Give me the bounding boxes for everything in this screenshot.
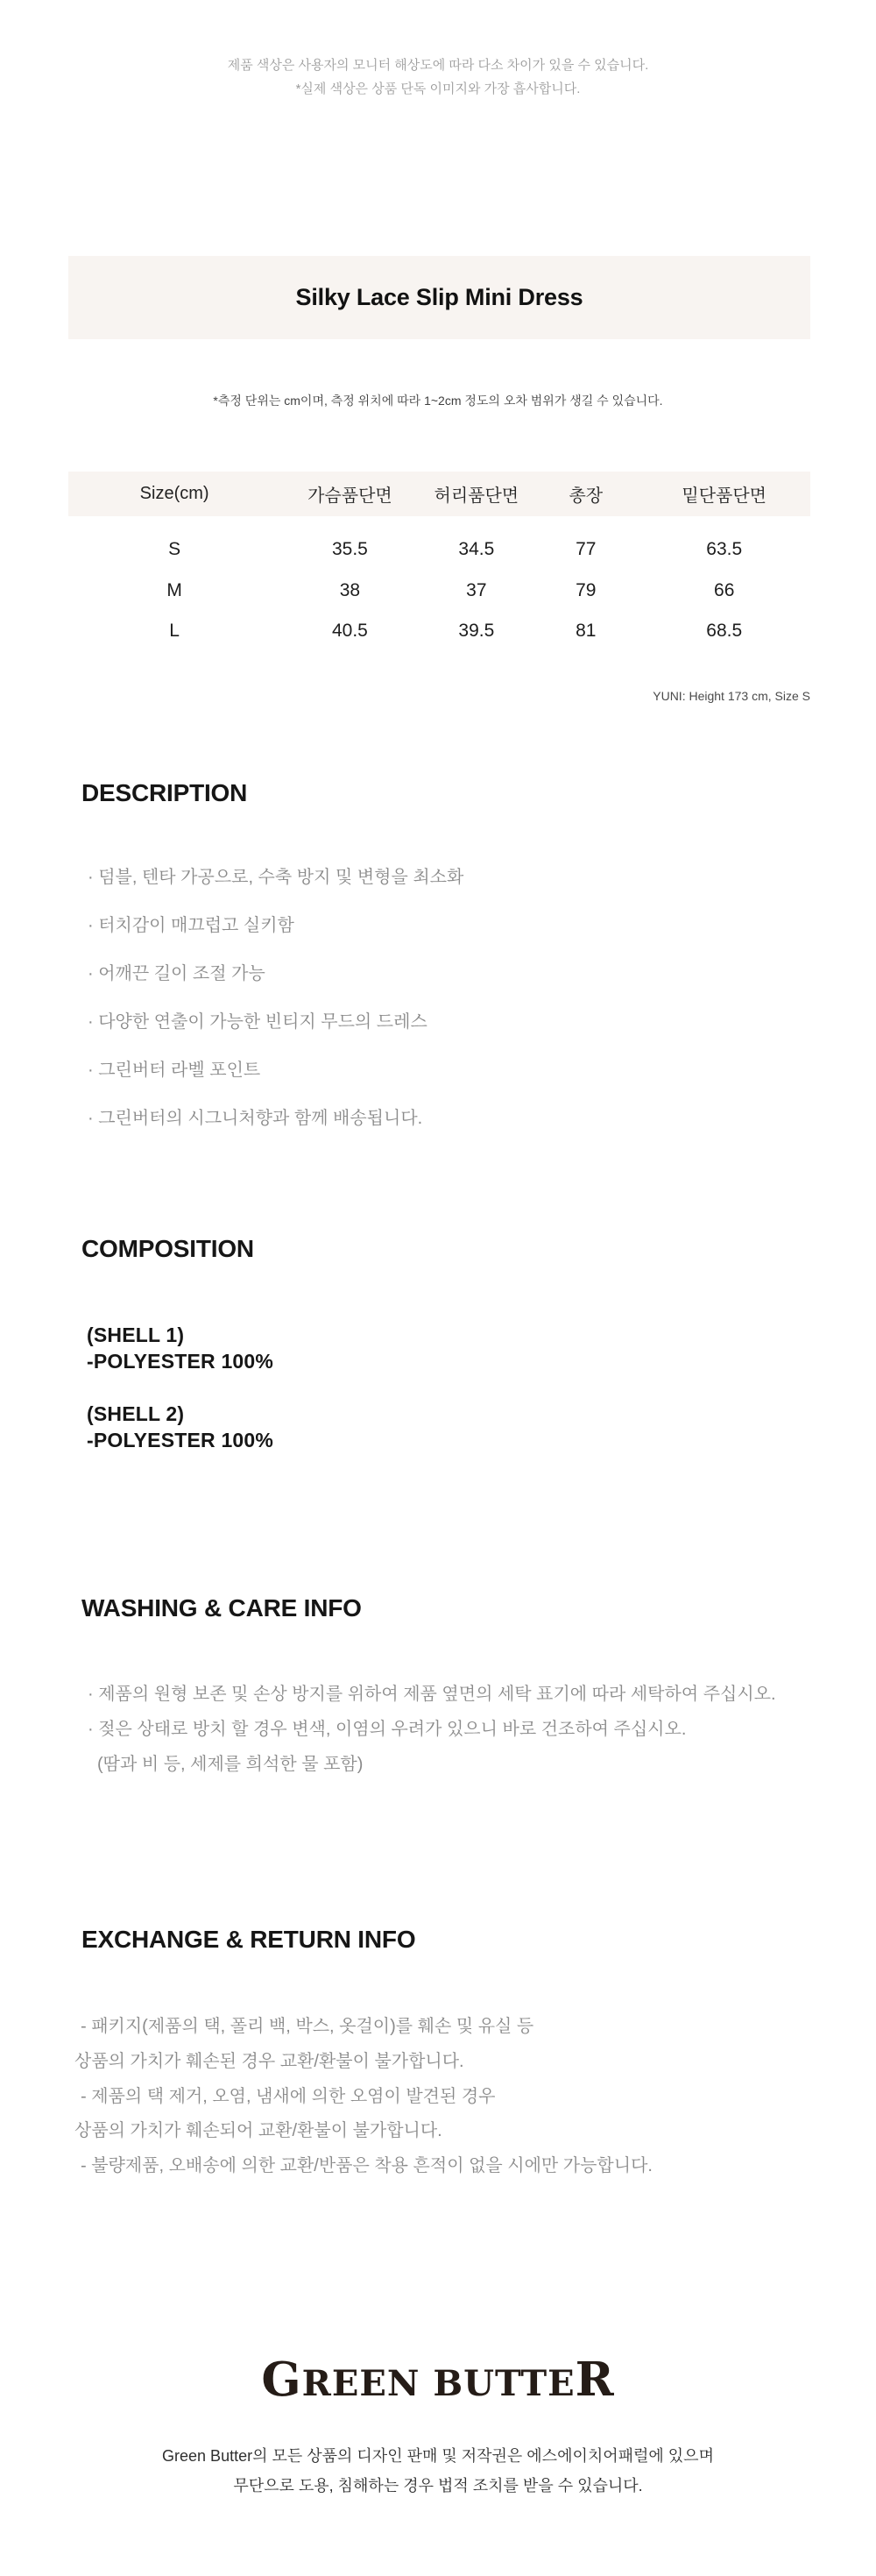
title-banner bbox=[68, 256, 810, 339]
size-cell: 38 bbox=[339, 579, 361, 600]
size-cell: 66 bbox=[714, 579, 735, 600]
size-cell: 34.5 bbox=[458, 539, 495, 560]
description-item: · 다양한 연출이 가능한 빈티지 무드의 드레스 bbox=[88, 1012, 427, 1032]
description-item: · 터치감이 매끄럽고 실키함 bbox=[88, 916, 294, 935]
color-disclaimer-line-2: *실제 색상은 상품 단독 이미지와 가장 흡사합니다. bbox=[295, 82, 581, 96]
size-column-header: 총장 bbox=[569, 486, 604, 506]
composition-group-label: (SHELL 1) bbox=[87, 1323, 185, 1346]
size-cell: M bbox=[166, 579, 182, 600]
description-item: · 그린버터 라벨 포인트 bbox=[88, 1061, 261, 1080]
brand-logo-first-letter: G bbox=[261, 2352, 302, 2407]
exchange-item: - 패키지(제품의 택, 폴리 백, 박스, 옷걸이)를 훼손 및 유실 등 bbox=[81, 2017, 534, 2036]
size-column-header: 밑단품단면 bbox=[682, 486, 767, 506]
size-column-header: 허리품단면 bbox=[434, 486, 519, 506]
washing-item: (땀과 비 등, 세제를 희석한 물 포함) bbox=[97, 1755, 364, 1774]
measurement-note: *측정 단위는 cm이며, 측정 위치에 따라 1~2cm 정도의 오차 범위가 생길 수 있습니다. bbox=[213, 394, 663, 408]
size-table-header bbox=[68, 472, 810, 516]
size-cell: 77 bbox=[576, 539, 597, 560]
size-cell: L bbox=[169, 621, 180, 642]
size-cell: 81 bbox=[576, 621, 597, 642]
copyright-line-2: 무단으로 도용, 침해하는 경우 법적 조치를 받을 수 있습니다. bbox=[233, 2477, 643, 2494]
composition-heading: COMPOSITION bbox=[81, 1235, 254, 1262]
description-item: · 어깨끈 길이 조절 가능 bbox=[88, 964, 265, 983]
copyright-notice bbox=[0, 2441, 876, 2501]
exchange-item: - 불량제품, 오배송에 의한 교환/반품은 착용 흔적이 없을 시에만 가능합니다. bbox=[81, 2156, 653, 2176]
exchange-list bbox=[0, 2010, 876, 2184]
washing-item: · 제품의 원형 보존 및 손상 방지를 위하여 제품 옆면의 세탁 표기에 따라 세탁하여 주십시오. bbox=[88, 1685, 776, 1704]
size-cell: 37 bbox=[466, 579, 487, 600]
exchange-heading: EXCHANGE & RETURN INFO bbox=[81, 1926, 416, 1953]
size-cell: 39.5 bbox=[458, 621, 495, 642]
description-heading: DESCRIPTION bbox=[81, 779, 248, 806]
model-size-note: YUNI: Height 173 cm, Size S bbox=[653, 689, 810, 703]
size-column-header: Size(cm) bbox=[139, 484, 209, 503]
size-table-body bbox=[68, 529, 810, 652]
copyright-line-1: Green Butter의 모든 상품의 디자인 판매 및 저작권은 에스에이치어패럴에 있으며 bbox=[162, 2447, 714, 2465]
product-title: Silky Lace Slip Mini Dress bbox=[295, 284, 583, 310]
composition-group-value: -POLYESTER 100% bbox=[87, 1429, 274, 1451]
size-row bbox=[68, 529, 810, 571]
composition-block bbox=[87, 1322, 840, 1480]
size-cell: 79 bbox=[576, 579, 597, 600]
brand-logo-last-letter: R bbox=[575, 2352, 615, 2407]
color-disclaimer-line-1: 제품 색상은 사용자의 모니터 해상도에 따라 다소 차이가 있을 수 있습니다. bbox=[227, 58, 649, 73]
composition-group-label: (SHELL 2) bbox=[87, 1402, 185, 1425]
size-cell: 35.5 bbox=[331, 539, 368, 560]
washing-heading: WASHING & CARE INFO bbox=[81, 1594, 362, 1622]
size-cell: 40.5 bbox=[331, 621, 368, 642]
washing-item: · 젖은 상태로 방치 할 경우 변색, 이염의 우려가 있으니 바로 건조하여 주십시오. bbox=[88, 1720, 687, 1739]
composition-group bbox=[87, 1401, 840, 1453]
exchange-item: 상품의 가치가 훼손되어 교환/환불이 불가합니다. bbox=[74, 2121, 442, 2141]
size-row bbox=[68, 611, 810, 652]
description-list bbox=[88, 854, 850, 1143]
size-column-header: 가슴품단면 bbox=[307, 486, 392, 506]
color-disclaimer bbox=[0, 53, 876, 101]
brand-logo-mid: REEN BUTTE bbox=[301, 2363, 576, 2404]
exchange-item: - 제품의 택 제거, 오염, 냄새에 의한 오염이 발견된 경우 bbox=[81, 2086, 496, 2106]
brand-logo bbox=[0, 2349, 876, 2410]
composition-group bbox=[87, 1322, 840, 1374]
washing-list bbox=[88, 1677, 858, 1782]
size-row bbox=[68, 571, 810, 612]
size-cell: S bbox=[168, 539, 181, 560]
size-cell: 63.5 bbox=[706, 539, 743, 560]
composition-group-value: -POLYESTER 100% bbox=[87, 1350, 274, 1373]
description-item: · 그린버터의 시그니처향과 함께 배송됩니다. bbox=[88, 1109, 423, 1128]
exchange-item: 상품의 가치가 훼손된 경우 교환/환불이 불가합니다. bbox=[74, 2051, 464, 2071]
size-cell: 68.5 bbox=[706, 621, 743, 642]
description-item: · 덤블, 텐타 가공으로, 수축 방지 및 변형을 최소화 bbox=[88, 868, 464, 887]
